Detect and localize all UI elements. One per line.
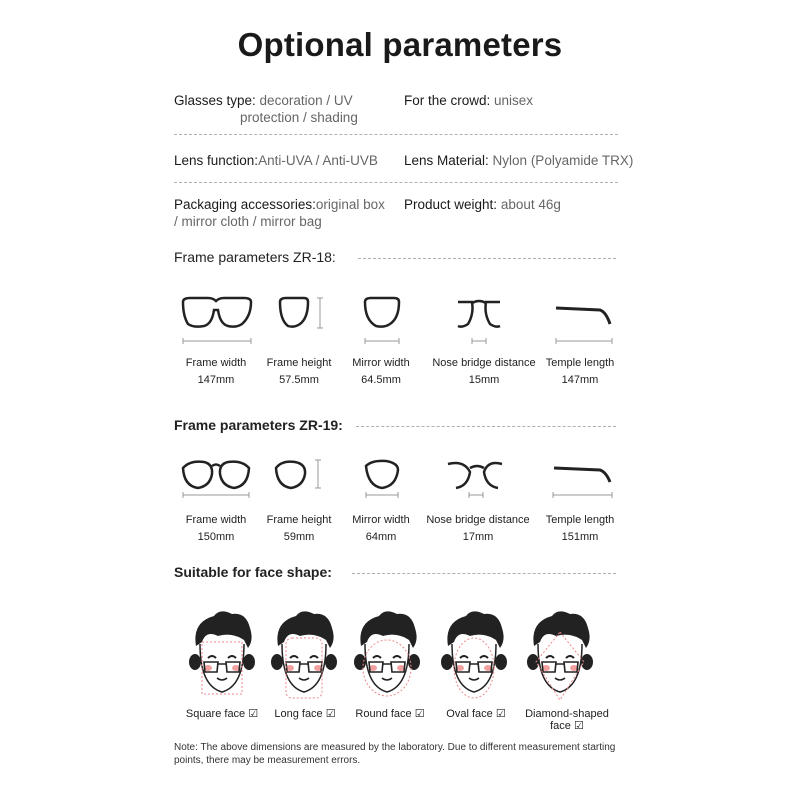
spec-label: Glasses type: [174, 93, 256, 108]
spec-crowd [404, 92, 533, 109]
face-label-oval [440, 708, 512, 720]
check-icon: ☑ [325, 708, 336, 720]
spec-packaging [174, 196, 385, 213]
zr19-heading: Frame parameters ZR-19: [174, 417, 343, 433]
param-value: 64.5mm [361, 374, 401, 386]
zr18-diagrams [0, 290, 800, 350]
zr19-item [525, 512, 635, 546]
measurement-note: Note: The above dimensions are measured by the laboratory. Due to different measurement starting points, there may be measurement errors. [174, 742, 616, 766]
spec-value: unisex [490, 93, 534, 108]
mirror-width-diagram [366, 461, 398, 498]
param-value: 59mm [283, 531, 315, 543]
face-label: Oval face [446, 708, 493, 720]
frame-height-diagram [276, 460, 321, 488]
face-label: Square face [185, 708, 246, 720]
spec-label: Packaging accessories: [174, 197, 316, 212]
temple-length-diagram [556, 308, 612, 344]
spec-value: about 46g [497, 197, 561, 212]
check-icon: ☑ [248, 708, 259, 720]
check-icon: ☑ [573, 720, 584, 732]
page-title: Optional parameters [237, 26, 563, 63]
spec-label: Lens function: [174, 153, 259, 168]
spec-label: Product weight: [404, 197, 498, 212]
temple-length-diagram [553, 468, 612, 498]
check-icon: ☑ [414, 708, 425, 720]
face-label-long [266, 708, 344, 720]
param-label: Frame width [185, 514, 247, 526]
square-face-icon [189, 611, 255, 694]
spec-value: Anti-UVA / Anti-UVB [258, 153, 378, 168]
param-value: 147mm [197, 374, 235, 386]
spec-label: For the crowd: [404, 93, 491, 108]
param-label: Frame height [266, 514, 332, 526]
param-label: Nose bridge distance [432, 357, 536, 369]
param-label: Mirror width [352, 514, 410, 526]
oval-face-icon [441, 611, 507, 698]
face-heading: Suitable for face shape: [174, 564, 332, 580]
face-label-square [180, 708, 264, 720]
zr19-diagrams [0, 452, 800, 512]
zr19-item [414, 512, 542, 546]
frame-height-diagram [280, 298, 323, 328]
param-value: 64mm [365, 531, 397, 543]
spec-value: original box [315, 197, 385, 212]
param-label: Mirror width [352, 357, 410, 369]
spec-glasses-type [174, 92, 353, 109]
spec-weight [404, 196, 561, 213]
face-label: Long face [274, 708, 323, 720]
zr18-item [525, 355, 635, 389]
divider [174, 182, 618, 183]
long-face-icon [271, 611, 337, 698]
face-label-round [350, 708, 430, 720]
face-illustrations [0, 612, 800, 702]
spec-value: Nylon (Polyamide TRX) [488, 153, 634, 168]
param-value: 150mm [197, 531, 235, 543]
face-label-diamond [514, 708, 620, 732]
param-label: Frame width [185, 357, 247, 369]
spec-glasses-type-cont: protection / shading [240, 110, 358, 125]
spec-value: decoration / UV [255, 93, 353, 108]
divider [358, 258, 616, 259]
param-value: 57.5mm [279, 374, 319, 386]
face-label: Diamond-shaped face [525, 708, 609, 732]
param-value: 17mm [462, 531, 494, 543]
face-label: Round face [355, 708, 412, 720]
round-face-icon [354, 611, 420, 696]
mirror-width-diagram [365, 298, 399, 344]
spec-lens-material [404, 152, 633, 169]
param-label: Frame height [266, 357, 332, 369]
frame-width-diagram [183, 298, 251, 344]
param-value: 151mm [561, 531, 599, 543]
frame-width-diagram [183, 462, 249, 498]
param-label: Temple length [545, 357, 615, 369]
divider [174, 134, 618, 135]
divider [356, 426, 616, 427]
nose-bridge-diagram [448, 463, 502, 498]
spec-lens-function [174, 152, 378, 169]
param-value: 147mm [561, 374, 599, 386]
zr18-heading: Frame parameters ZR-18: [174, 249, 336, 265]
nose-bridge-diagram [458, 301, 500, 344]
diamond-face-icon [527, 611, 593, 700]
spec-label: Lens Material: [404, 153, 489, 168]
divider [352, 573, 616, 574]
check-icon: ☑ [495, 708, 506, 720]
param-value: 15mm [468, 374, 500, 386]
param-label: Temple length [545, 514, 615, 526]
param-label: Nose bridge distance [426, 514, 530, 526]
spec-packaging-cont: / mirror cloth / mirror bag [174, 214, 322, 229]
